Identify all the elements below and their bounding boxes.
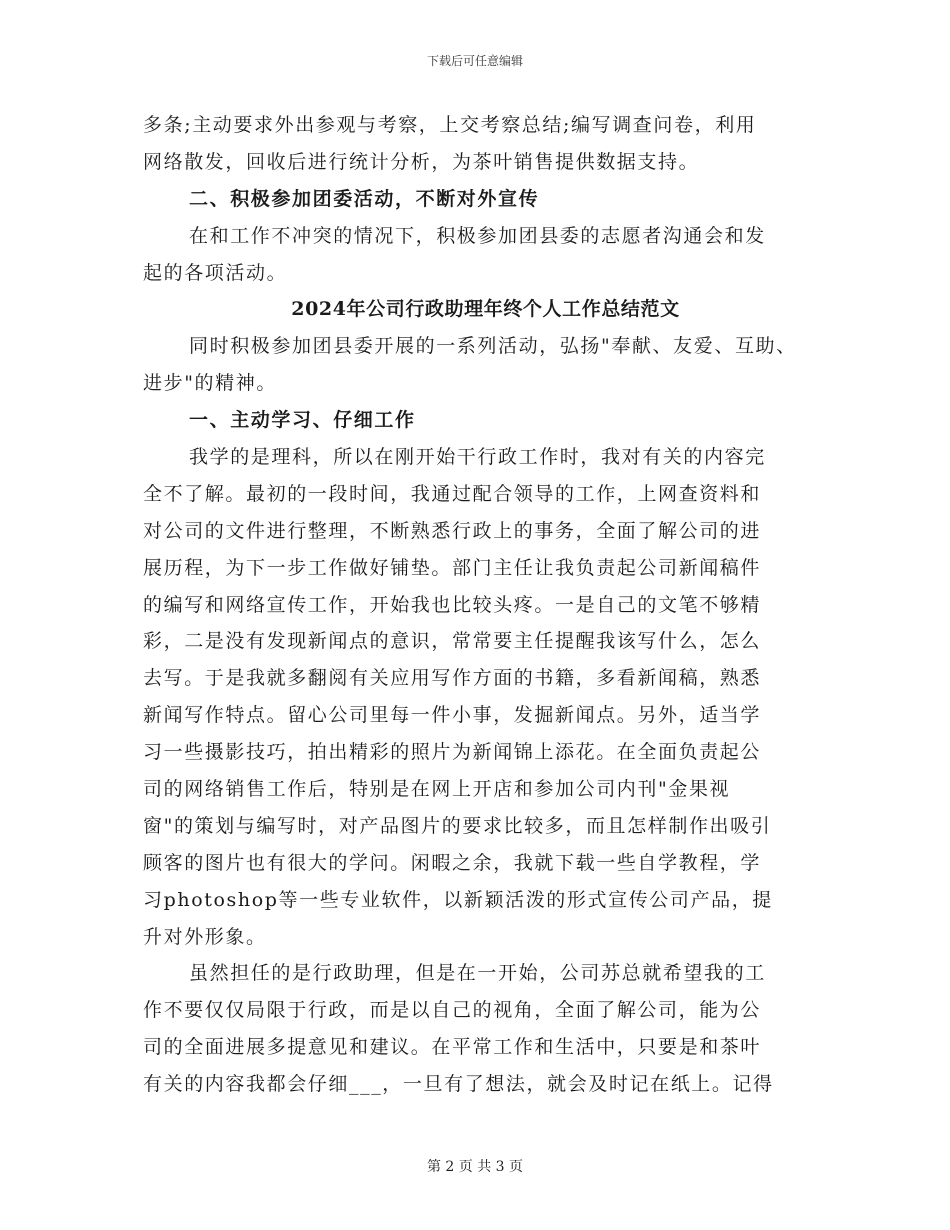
document-body [143, 107, 808, 1103]
body-line: 起的各项活动。 [143, 261, 288, 284]
body-line: 虽然担任的是行政助理，但是在一开始，公司苏总就希望我的工 [189, 962, 766, 985]
body-line: 彩，二是没有发现新闻点的意识，常常要主任提醒我该写什么，怎么 [143, 630, 762, 653]
body-line: 去写。于是我就多翻阅有关应用写作方面的书籍，多看新闻稿，熟悉 [143, 667, 762, 690]
body-line: 顾客的图片也有很大的学问。闲暇之余，我就下载一些自学教程，学 [143, 851, 762, 874]
body-line: 进步"的精神。 [143, 372, 277, 395]
page-footer: 第 2 页 共 3 页 [426, 1159, 524, 1175]
document-title: 2024年公司行政助理年终个人工作总结范文 [291, 298, 680, 321]
body-line: 的编写和网络宣传工作，开始我也比较头疼。一是自己的文笔不够精 [143, 593, 762, 616]
section-heading: 二、积极参加团委活动，不断对外宣传 [189, 187, 540, 210]
body-line: 同时积极参加团县委开展的一系列活动，弘扬"奉献、友爱、互助、 [189, 335, 797, 358]
body-line: 司的网络销售工作后，特别是在网上开店和参加公司内刊"金果视 [143, 778, 731, 801]
body-line: 习photoshop等一些专业软件，以新颖活泼的形式宣传公司产品，提 [143, 888, 773, 911]
page-header: 下载后可任意编辑 [426, 54, 523, 68]
body-line: 新闻写作特点。留心公司里每一件小事，发掘新闻点。另外，适当学 [143, 704, 762, 727]
body-line: 习一些摄影技巧，拍出精彩的照片为新闻锦上添花。在全面负责起公 [143, 741, 762, 764]
body-line: 对公司的文件进行整理，不断熟悉行政上的事务，全面了解公司的进 [143, 519, 762, 542]
body-line: 网络散发，回收后进行统计分析，为茶叶销售提供数据支持。 [143, 150, 700, 173]
body-line: 全不了解。最初的一段时间，我通过配合领导的工作，上网查资料和 [143, 482, 762, 505]
body-line: 在和工作不冲突的情况下，积极参加团县委的志愿者沟通会和发 [189, 224, 766, 247]
section-heading: 一、主动学习、仔细工作 [189, 409, 416, 432]
body-line: 有关的内容我都会仔细___，一旦有了想法，就会及时记在纸上。记得 [143, 1073, 774, 1096]
body-line: 展历程，为下一步工作做好铺垫。部门主任让我负责起公司新闻稿件 [143, 556, 762, 579]
body-line: 升对外形象。 [143, 925, 267, 948]
body-line: 司的全面进展多提意见和建议。在平常工作和生活中，只要是和茶叶 [143, 1036, 762, 1059]
body-line: 作不要仅仅局限于行政，而是以自己的视角，全面了解公司，能为公 [143, 999, 762, 1022]
body-line: 窗"的策划与编写时，对产品图片的要求比较多，而且怎样制作出吸引 [143, 814, 772, 837]
body-line: 多条;主动要求外出参观与考察，上交考察总结;编写调查问卷，利用 [143, 114, 757, 136]
body-line: 我学的是理科，所以在刚开始干行政工作时，我对有关的内容完 [189, 446, 766, 469]
